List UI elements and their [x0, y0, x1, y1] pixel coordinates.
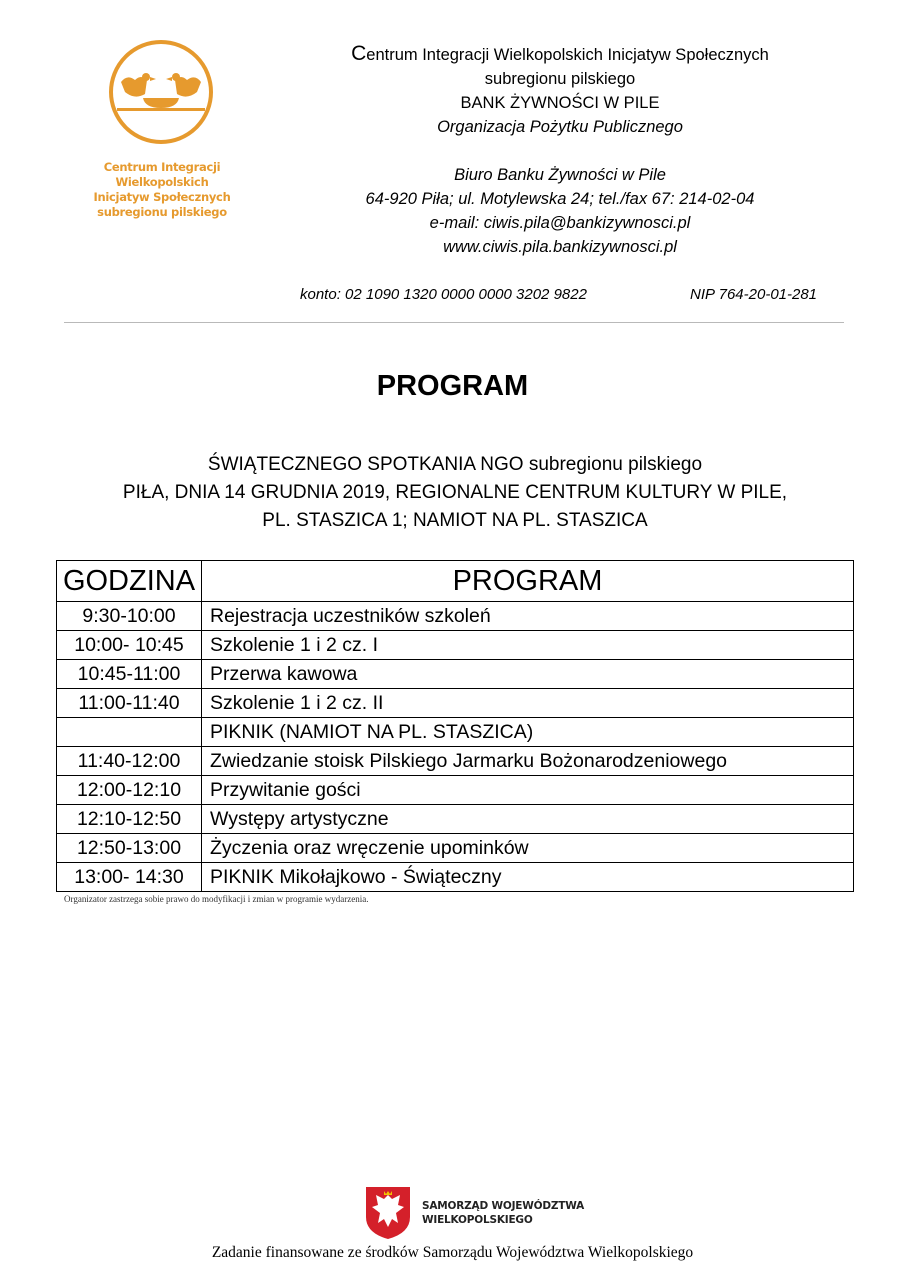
disclaimer-note: Organizator zastrzega sobie prawo do modyfikacji i zmian w programie wydarzenia.: [64, 894, 369, 904]
event-line: PIŁA, DNIA 14 GRUDNIA 2019, REGIONALNE CENTRUM KULTURY W PILE,: [122, 482, 788, 503]
column-header-program: PROGRAM: [202, 561, 854, 602]
logo-text-line: Inicjatyw Społecznych: [93, 190, 231, 204]
sponsor-name-line: WIELKOPOLSKIEGO: [422, 1214, 533, 1226]
eagle-coat-of-arms-icon: [364, 1185, 412, 1241]
table-row: [57, 602, 854, 631]
office-name: Biuro Banku Żywności w Pile: [454, 166, 666, 184]
time-cell: 11:40-12:00: [57, 747, 202, 776]
time-cell: 12:50-13:00: [57, 834, 202, 863]
organization-status: Organizacja Pożytku Publicznego: [437, 118, 683, 136]
organization-name-initial: C: [351, 42, 367, 65]
letterhead: [290, 42, 830, 259]
website-line: www.ciwis.pila.bankizywnosci.pl: [443, 238, 677, 256]
table-row: [57, 776, 854, 805]
address-line: 64-920 Piła; ul. Motylewska 24; tel./fax 67: 214-02-04: [365, 190, 755, 208]
food-bank-name: BANK ŻYWNOŚCI W PILE: [460, 94, 660, 112]
logo-text-line: subregionu pilskiego: [97, 205, 227, 219]
activity-cell: Rejestracja uczestników szkoleń: [202, 602, 854, 631]
table-row: [57, 631, 854, 660]
table-row: [57, 747, 854, 776]
time-cell: [57, 718, 202, 747]
activity-cell: PIKNIK Mikołajkowo - Świąteczny: [202, 863, 854, 892]
table-row: [57, 718, 854, 747]
bank-account: konto: 02 1090 1320 0000 0000 3202 9822: [300, 286, 587, 303]
table-row: [57, 863, 854, 892]
activity-cell: Występy artystyczne: [202, 805, 854, 834]
activity-cell: Przerwa kawowa: [202, 660, 854, 689]
organization-logo: [64, 38, 260, 220]
table-row: [57, 660, 854, 689]
program-table: [56, 560, 854, 892]
subregion-line: subregionu pilskiego: [484, 70, 636, 88]
sponsor-logo: [364, 1185, 584, 1241]
activity-cell: Szkolenie 1 i 2 cz. II: [202, 689, 854, 718]
time-cell: 9:30-10:00: [57, 602, 202, 631]
time-cell: 10:45-11:00: [57, 660, 202, 689]
event-line: ŚWIĄTECZNEGO SPOTKANIA NGO subregionu pilskiego: [207, 454, 703, 475]
time-cell: 11:00-11:40: [57, 689, 202, 718]
column-header-time: GODZINA: [57, 561, 202, 602]
funding-note: Zadanie finansowane ze środków Samorządu Województwa Wielkopolskiego: [211, 1244, 694, 1261]
organization-name: [290, 42, 830, 67]
time-cell: 13:00- 14:30: [57, 863, 202, 892]
table-row: [57, 834, 854, 863]
logo-text-line: Centrum Integracji Wielkopolskich: [103, 160, 221, 189]
activity-cell: Szkolenie 1 i 2 cz. I: [202, 631, 854, 660]
activity-cell: Zwiedzanie stoisk Pilskiego Jarmarku Bożonarodzeniowego: [202, 747, 854, 776]
table-row: [57, 689, 854, 718]
header-divider: [64, 322, 844, 323]
email-line: e-mail: ciwis.pila@bankizywnosci.pl: [429, 214, 691, 232]
time-cell: 12:00-12:10: [57, 776, 202, 805]
sponsor-name-line: SAMORZĄD WOJEWÓDZTWA: [422, 1200, 585, 1212]
activity-cell: PIKNIK (NAMIOT NA PL. STASZICA): [202, 718, 854, 747]
tax-id: NIP 764-20-01-281: [690, 286, 818, 303]
page-title: PROGRAM: [376, 370, 529, 402]
table-header-row: [57, 561, 854, 602]
time-cell: 12:10-12:50: [57, 805, 202, 834]
table-row: [57, 805, 854, 834]
two-birds-bowl-logo-icon: [107, 38, 215, 146]
event-line: PL. STASZICA 1; NAMIOT NA PL. STASZICA: [262, 510, 648, 531]
event-description: [60, 451, 850, 535]
activity-cell: Życzenia oraz wręczenie upominków: [202, 834, 854, 863]
activity-cell: Przywitanie gości: [202, 776, 854, 805]
organization-name-rest: entrum Integracji Wielkopolskich Inicjatyw Społecznych: [366, 46, 769, 64]
time-cell: 10:00- 10:45: [57, 631, 202, 660]
